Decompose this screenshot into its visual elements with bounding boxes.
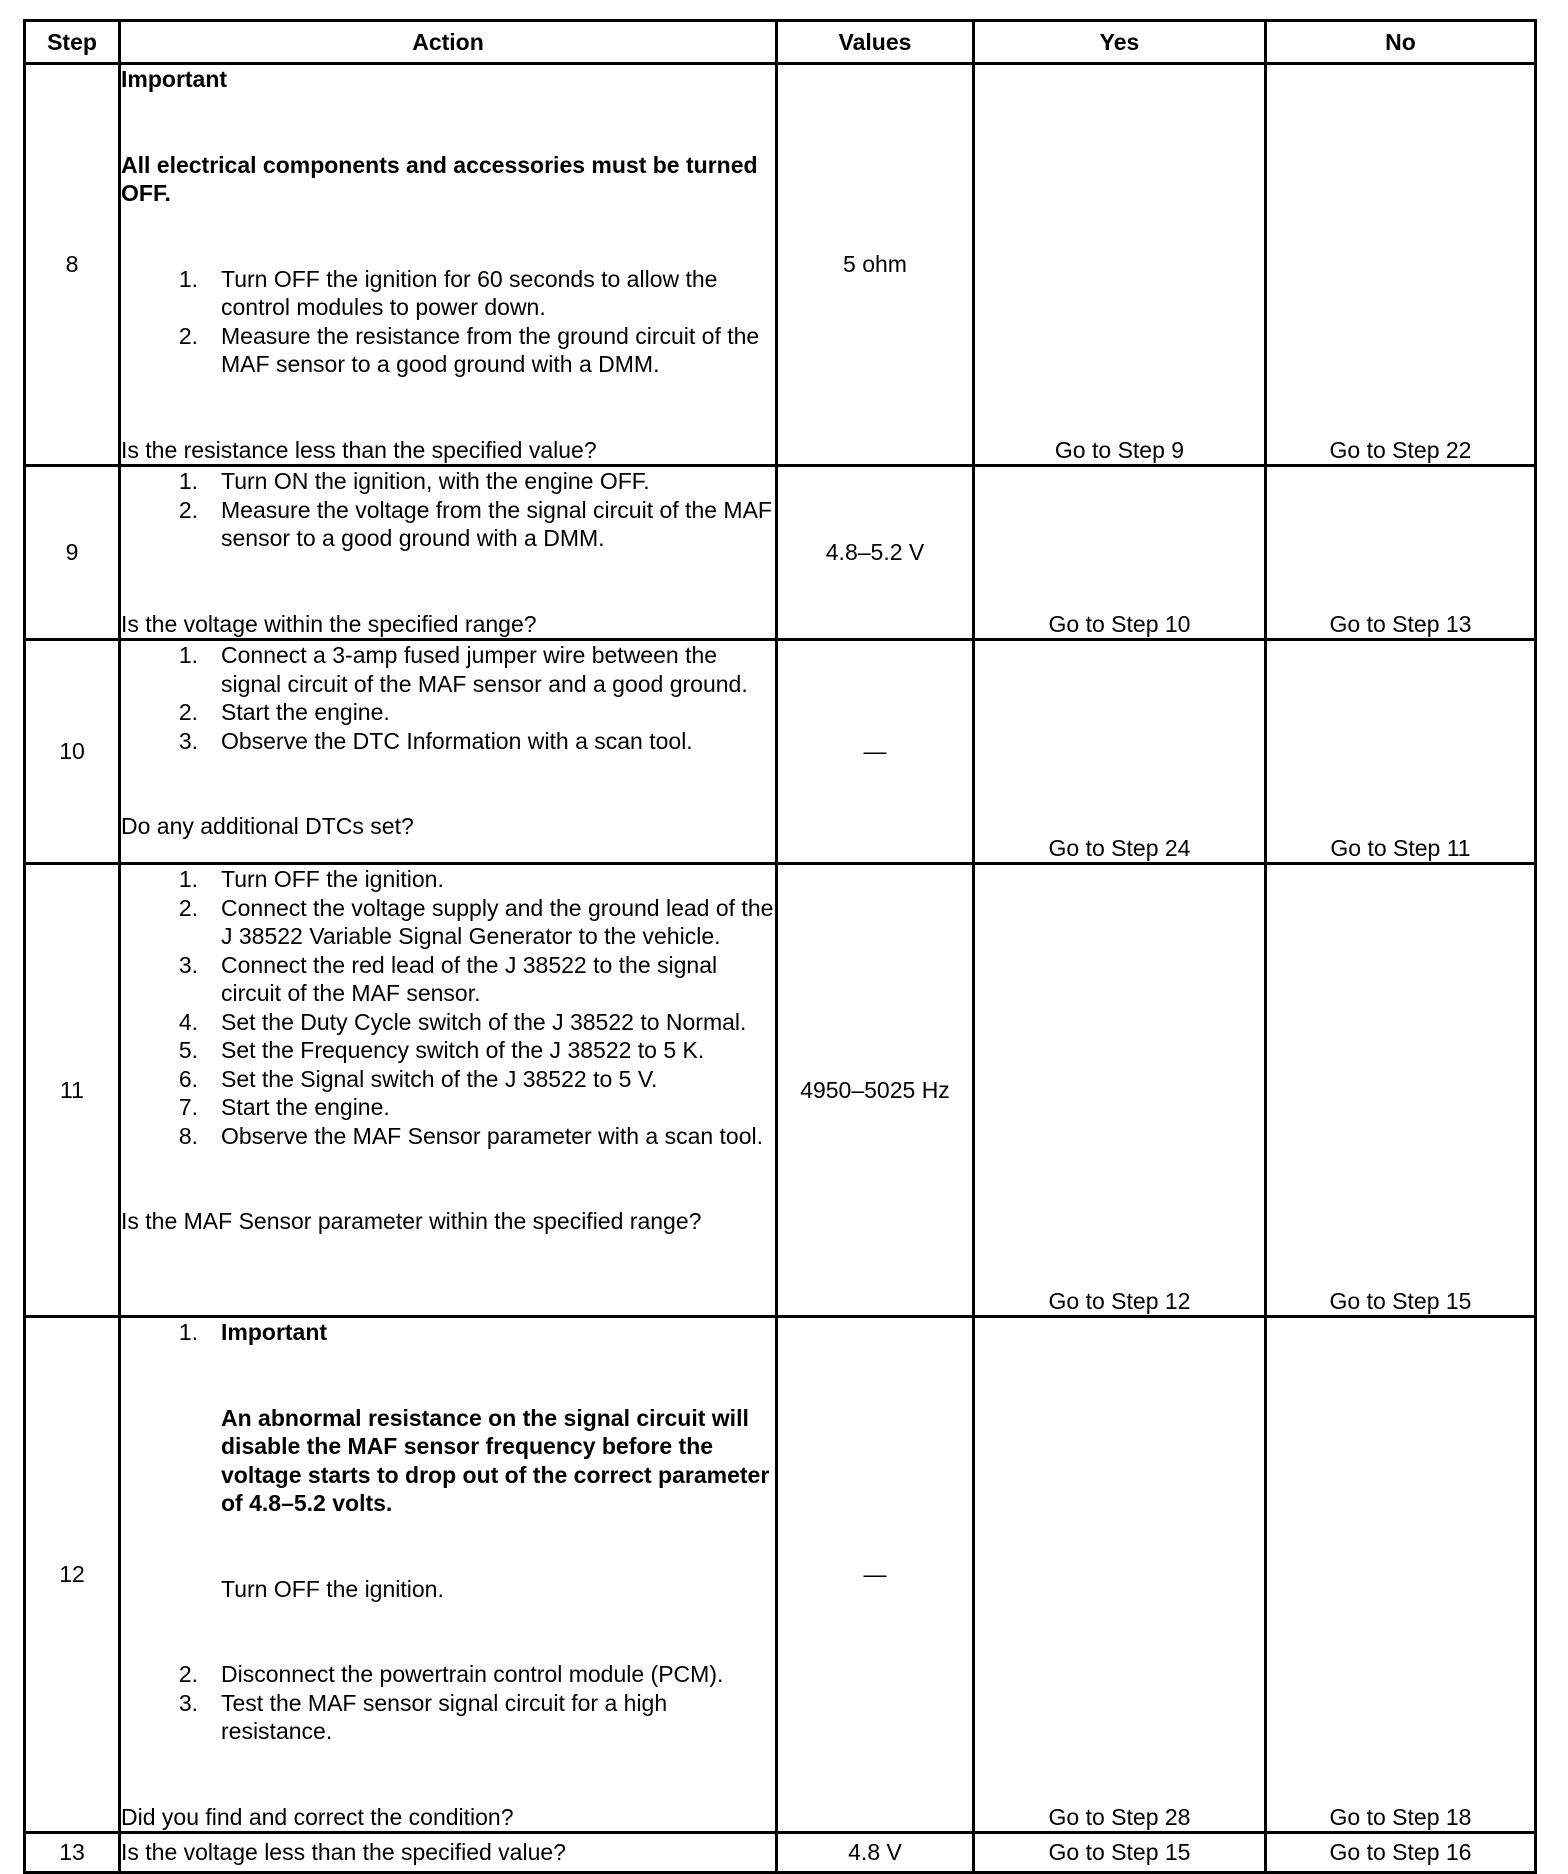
list-item: 2. Measure the voltage from the signal circuit of the MAF sensor to a good ground with a DMM. [178,496,772,551]
list-item: 1. Connect a 3-amp fused jumper wire between the signal circuit of the MAF sensor and a good ground. [178,642,748,697]
question-text: Did you find and correct the condition? [121,1803,514,1830]
no-cell: Go to Step 18 [1266,1317,1536,1833]
table-row-step-9 [25,466,1536,640]
header-row [25,21,1536,64]
question-text: Is the MAF Sensor parameter within the specified range? [121,1208,702,1234]
list-item: 8. Observe the MAF Sensor parameter with a scan tool. [178,1122,764,1149]
question-text: Is the resistance less than the specified value? [121,436,597,463]
list-item: 3. Test the MAF sensor signal circuit for a high resistance. [178,1689,668,1744]
no-cell: Go to Step 13 [1266,466,1536,640]
list-item: 3. Connect the red lead of the J 38522 to the signal circuit of the MAF sensor. [178,951,718,1006]
yes-cell: Go to Step 24 [974,640,1266,864]
diagnostic-table [23,19,1537,1874]
action-cell [120,466,777,640]
value-cell: 4950–5025 Hz [777,864,974,1317]
value-cell: 4.8 V [777,1833,974,1873]
value-cell: 5 ohm [777,64,974,466]
action-cell [120,1317,777,1833]
list-item: 2. Start the engine. [178,699,390,725]
step-number: 9 [25,466,120,640]
action-steps [121,1318,775,1746]
action-steps [121,641,775,755]
important-label: Important [221,1319,328,1345]
list-item: 1. Important An abnormal resistance on the signal circuit will disable the MAF sensor frequency before the voltage starts to drop out of the correct parameter of 4.8–5.2 volts. Turn OFF the ignition. [121,1318,775,1660]
action-cell [120,1833,777,1873]
table-row-step-8 [25,64,1536,466]
list-item: 4. Set the Duty Cycle switch of the J 38522 to Normal. [178,1008,747,1035]
header-action: Action [120,21,777,64]
list-item: 2. Disconnect the powertrain control module (PCM). [178,1661,724,1687]
table-row-step-10 [25,640,1536,864]
list-item: 5. Set the Frequency switch of the J 38522 to 5 K. [178,1037,705,1063]
header-yes: Yes [974,21,1266,64]
important-text: An abnormal resistance on the signal circuit will disable the MAF sensor frequency before the voltage starts to drop out of the correct parameter of 4.8–5.2 volts. [221,1404,770,1516]
list-item: 7. Start the engine. [178,1094,390,1120]
list-item: 2. Connect the voltage supply and the ground lead of the J 38522 Variable Signal Generator to the vehicle. [178,894,774,949]
table-row-step-13 [25,1833,1536,1873]
header-values: Values [777,21,974,64]
step-text: Turn OFF the ignition. [221,1575,444,1602]
important-label: Important [121,66,228,92]
step-number: 12 [25,1317,120,1833]
list-item: 2. Measure the resistance from the ground circuit of the MAF sensor to a good ground with a DMM. [178,322,760,377]
no-cell: Go to Step 22 [1266,64,1536,466]
question-text: Do any additional DTCs set? [121,813,414,839]
important-text: All electrical components and accessories must be turned OFF. [121,151,758,206]
list-item: 1. Turn ON the ignition, with the engine OFF. [178,468,650,494]
yes-cell: Go to Step 28 [974,1317,1266,1833]
header-step: Step [25,21,120,64]
step-number: 11 [25,864,120,1317]
action-cell [120,864,777,1317]
list-item: 1. Turn OFF the ignition. [178,866,444,892]
yes-cell: Go to Step 15 [974,1833,1266,1873]
header-no: No [1266,21,1536,64]
list-item: 3. Observe the DTC Information with a scan tool. [178,727,693,754]
question-text: Is the voltage less than the specified value? [121,1839,566,1866]
question-text: Is the voltage within the specified range? [121,610,537,637]
step-number: 10 [25,640,120,864]
action-cell [120,64,777,466]
no-cell: Go to Step 16 [1266,1833,1536,1873]
step-number: 8 [25,64,120,466]
action-steps [121,865,775,1150]
no-cell: Go to Step 11 [1266,640,1536,864]
yes-cell: Go to Step 9 [974,64,1266,466]
yes-cell: Go to Step 10 [974,466,1266,640]
list-item: 6. Set the Signal switch of the J 38522 to 5 V. [178,1065,658,1092]
value-cell: 4.8–5.2 V [777,466,974,640]
list-item: 1. Turn OFF the ignition for 60 seconds to allow the control modules to power down. [178,265,718,320]
no-cell: Go to Step 15 [1266,864,1536,1317]
value-cell: — [777,640,974,864]
action-steps [121,467,775,553]
action-cell [120,640,777,864]
value-cell: — [777,1317,974,1833]
step-number: 13 [25,1833,120,1873]
table-row-step-12 [25,1317,1536,1833]
yes-cell: Go to Step 12 [974,864,1266,1317]
action-steps [121,265,775,379]
table-row-step-11 [25,864,1536,1317]
